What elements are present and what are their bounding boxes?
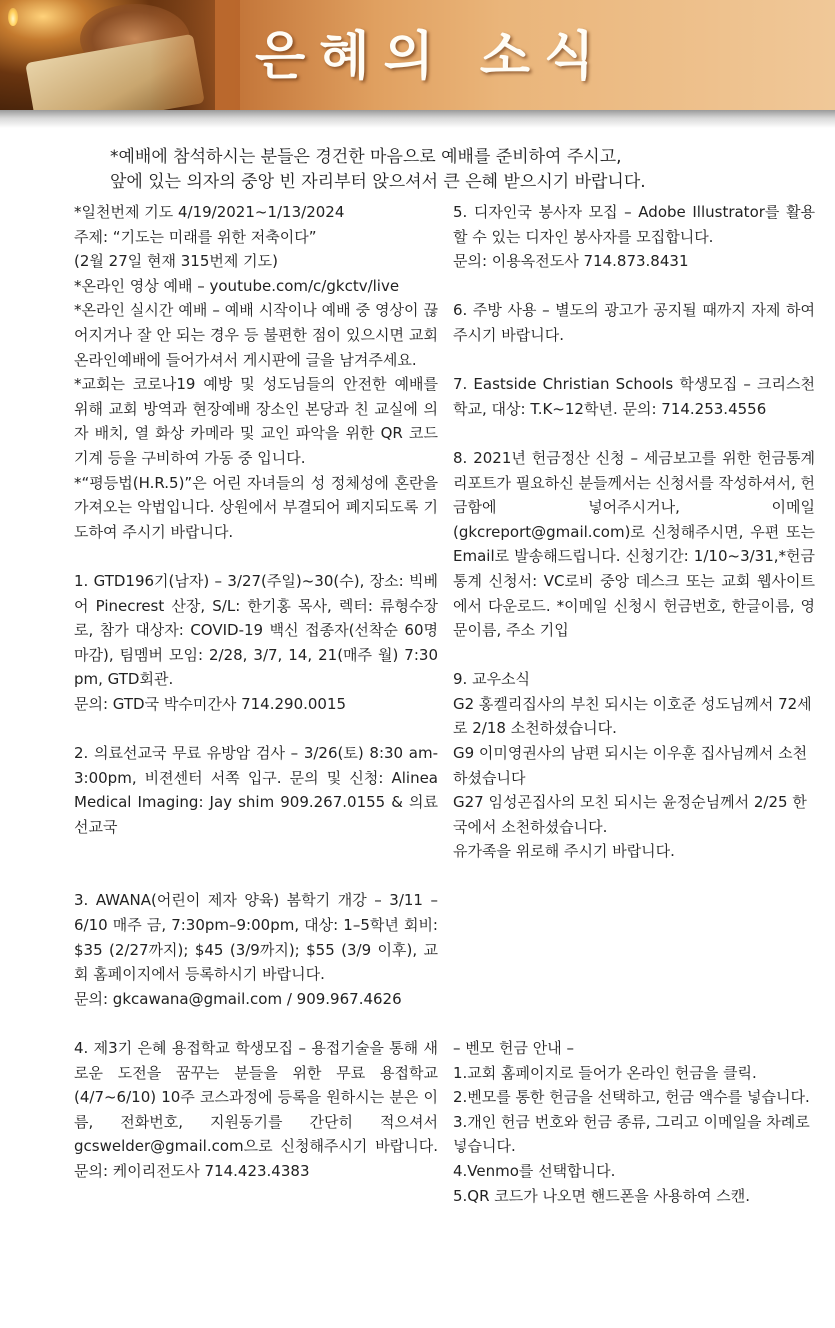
prayer-title: *일천번제 기도 4/19/2021~1/13/2024 — [74, 203, 345, 221]
news-title: 9. 교우소식 — [453, 670, 531, 689]
gtd-contact: 문의: GTD국 박수미간사 714.290.0015 — [74, 694, 347, 713]
online-live-notice: *온라인 실시간 예배 – 예배 시작이나 예배 중 영상이 끊어지거나 잘 안 되는 경우 등 불편한 점이 있으시면 교회 온라인예배에 들어가셔서 게시판에 글을 남겨주세요. — [74, 301, 438, 369]
banner-divider — [0, 110, 835, 128]
news-item-2: G9 이미영권사의 남편 되시는 이우훈 집사님께서 소천하셨습니다 — [453, 744, 808, 787]
spacer — [453, 864, 815, 1036]
tax-announcement: 8. 2021년 헌금정산 신청 – 세금보고를 위한 헌금통계 리포트가 필요하신 분들께서는 신청서를 작성하셔서, 헌금함에 넣어주시거나, 이메일(gkcreport@gmail.com)로 신청해주시면, 우편 또는 Email로 발송해드립니다. 신청기간: 1/10~3/31,*헌금통계 신청서: VC로비 중앙 데스크 또는 교회 웹사이트에서 다운로드. *이메일 신청시 헌금번호, 한글이름, 영문이름, 주소 기입 — [453, 448, 815, 640]
covid-notice: *교회는 코로나19 예방 및 성도님들의 안전한 예배를 위해 교회 방역과 현장예배 장소인 본당과 친 교실에 의자 배치, 열 화상 카메라 및 교인 파악을 위한 QR 코드 기계 등을 구비하여 가동 중 입니다. — [74, 375, 438, 467]
right-column — [453, 200, 815, 1208]
venmo-step-1: 1.교회 홈페이지로 들어가 온라인 헌금을 클릭. — [453, 1063, 757, 1082]
equality-act-notice: *“평등법(H.R.5)”은 어린 자녀들의 성 정체성에 혼란을 가져오는 악법입니다. 상원에서 부결되어 폐지되도록 기도하여 주시기 바랍니다. — [74, 473, 438, 541]
venmo-step-4: 4.Venmo를 선택합니다. — [453, 1162, 616, 1180]
left-column — [74, 200, 438, 1184]
venmo-title: – 벤모 헌금 안내 – — [453, 1039, 575, 1058]
welding-announcement: 4. 제3기 은혜 용접학교 학생모집 – 용접기술을 통해 새로운 도전을 꿈꾸는 분들을 위한 무료 용접학교(4/7~6/10) 10주 코스과정에 등록을 원하시는 분은 이름, 전화번호, 지원동기를 간단히 적으셔서 gcswelder@gmail.com으로 신청해주시기 바랍니다. 문의: 케이리전도사 714.423.4383 — [74, 1039, 438, 1180]
designer-contact: 문의: 이용옥전도사 714.873.8431 — [453, 252, 689, 271]
venmo-step-2: 2.벤모를 통한 헌금을 선택하고, 헌금 액수를 넣습니다. — [453, 1088, 810, 1107]
gtd-announcement: 1. GTD196기(남자) – 3/27(주일)~30(수), 장소: 빅베어 Pinecrest 산장, S/L: 한기홍 목사, 렉터: 류형수장로, 참가 대상자: COVID-19 백신 접종자(선착순 60명 마감), 팀멤버 모임: 2/28, 3/7, 14, 21(매주 월) 7:30 pm, GTD회관. — [74, 571, 438, 689]
prayer-theme: 주제: “기도는 미래를 위한 저축이다” — [74, 227, 317, 246]
spacer — [74, 1011, 438, 1036]
news-item-1: G2 홍켈리집사의 부친 되시는 이호준 성도님께서 72세로 2/18 소천하셨습니다. — [453, 694, 812, 738]
spacer — [74, 839, 438, 888]
intro-line-2: 앞에 있는 의자의 중앙 빈 자리부터 앉으셔서 큰 은혜 받으시기 바랍니다. — [110, 172, 646, 192]
kitchen-announcement: 6. 주방 사용 – 별도의 광고가 공지될 때까지 자제 하여 주시기 바랍니다. — [453, 301, 815, 344]
medical-announcement: 2. 의료선교국 무료 유방암 검사 – 3/26(토) 8:30 am-3:00pm, 비젼센터 서쪽 입구. 문의 및 신청: Alinea Medical Imaging: Jay shim 909.267.0155 & 의료선교국 — [74, 744, 438, 836]
spacer — [453, 421, 815, 446]
intro-line-1: *예배에 참석하시는 분들은 경건한 마음으로 예배를 준비하여 주시고, — [110, 147, 622, 167]
news-item-4: 유가족을 위로해 주시기 바랍니다. — [453, 842, 675, 861]
spacer — [74, 544, 438, 569]
venmo-step-3: 3.개인 헌금 번호와 헌금 종류, 그리고 이메일을 차례로 넣습니다. — [453, 1112, 810, 1156]
prayer-count: (2월 27일 현재 315번제 기도) — [74, 252, 278, 271]
online-video-notice: *온라인 영상 예배 – youtube.com/c/gkctv/live — [74, 276, 400, 295]
awana-announcement: 3. AWANA(어린이 제자 양육) 봄학기 개강 – 3/11 – 6/10 매주 금, 7:30pm–9:00pm, 대상: 1–5학년 회비: $35 (2/27까지); $45 (3/9까지); $55 (3/9 이후), 교회 홈페이지에서 등록하시기 바랍니다. — [74, 891, 438, 984]
news-item-3: G27 임성곤집사의 모친 되시는 윤정순님께서 2/25 한국에서 소천하셨습니다. — [453, 793, 807, 836]
banner-fade — [150, 0, 240, 110]
spacer — [453, 274, 815, 299]
awana-contact: 문의: gkcawana@gmail.com / 909.967.4626 — [74, 989, 402, 1008]
candle-icon — [8, 8, 18, 26]
venmo-step-5: 5.QR 코드가 나오면 핸드폰을 사용하여 스캔. — [453, 1186, 750, 1205]
school-announcement: 7. Eastside Christian Schools 학생모집 – 크리스천 학교, 대상: T.K~12학년. 문의: 714.253.4556 — [453, 375, 815, 418]
header-banner — [0, 0, 835, 110]
spacer — [453, 348, 815, 373]
intro-notice — [110, 145, 810, 195]
designer-announcement: 5. 디자인국 봉사자 모집 – Adobe Illustrator를 활용할 수 있는 디자인 봉사자를 모집합니다. — [453, 203, 815, 246]
page-title: 은혜의 소식 — [255, 26, 609, 87]
spacer — [453, 643, 815, 668]
spacer — [74, 716, 438, 741]
